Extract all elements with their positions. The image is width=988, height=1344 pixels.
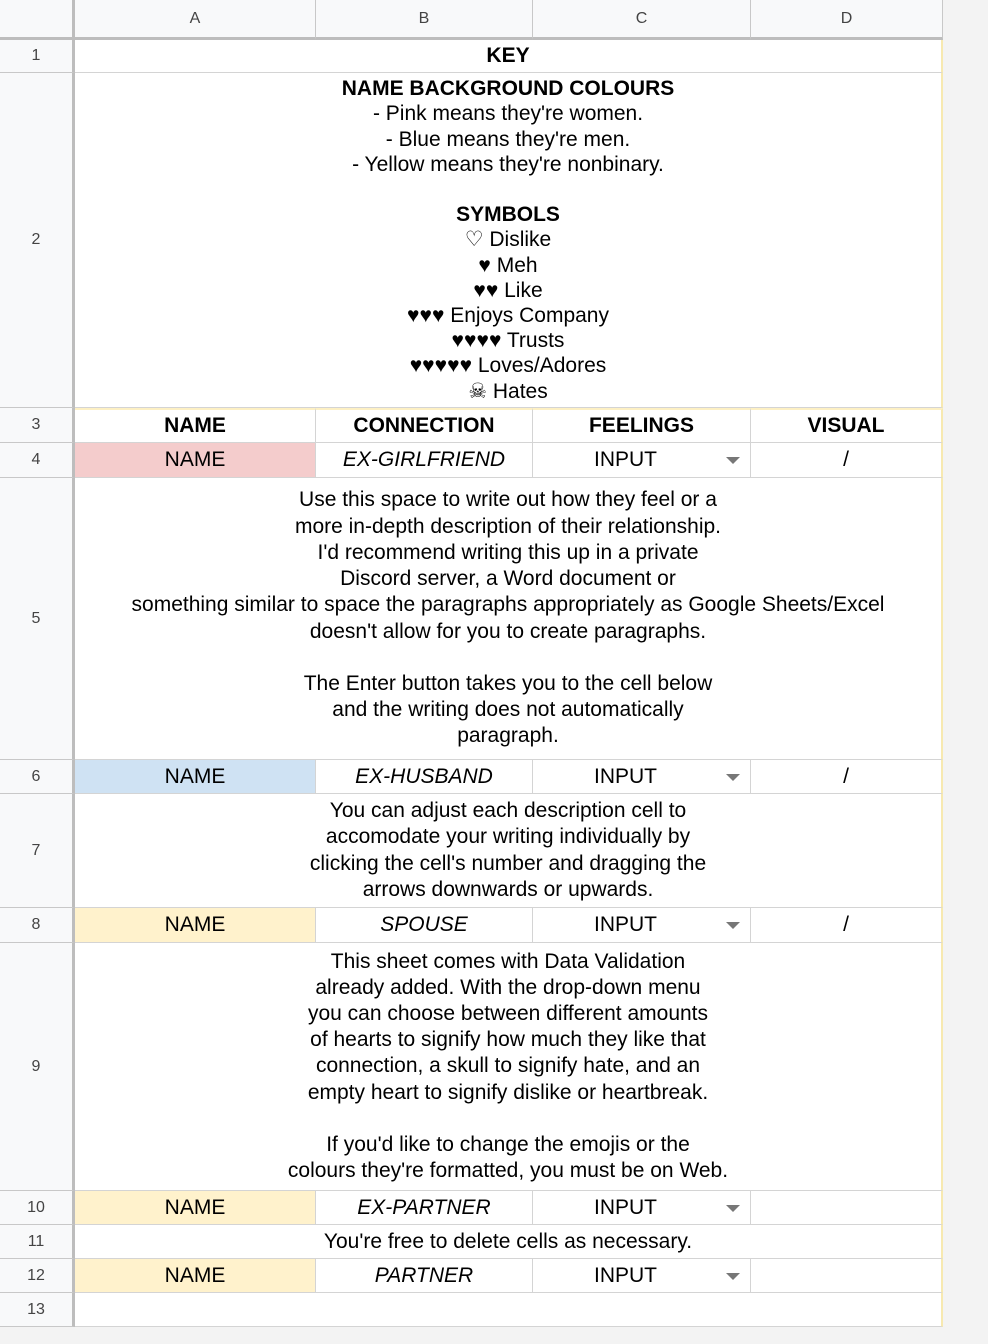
feelings-dropdown[interactable] [533,443,751,478]
column-header-c[interactable]: C [533,0,751,40]
feelings-dropdown[interactable] [533,1191,751,1225]
row-header-9[interactable]: 9 [0,943,75,1191]
key-title-cell[interactable]: KEY [75,40,943,73]
note-cell[interactable]: You're free to delete cells as necessary. [75,1225,943,1259]
row-header-13[interactable]: 13 [0,1293,75,1327]
header-name[interactable]: NAME [75,408,316,443]
name-cell-yellow[interactable]: NAME [75,1259,316,1293]
legend-colours-lines: - Pink means they're women. - Blue means they're men. - Yellow means they're nonbinary. [352,102,664,176]
feelings-dropdown[interactable] [533,760,751,794]
dropdown-arrow-icon[interactable] [726,922,740,929]
header-visual[interactable]: VISUAL [751,408,943,443]
connection-cell[interactable]: EX-HUSBAND [316,760,533,794]
row-header-8[interactable]: 8 [0,908,75,943]
legend-symbols-title: SYMBOLS [456,203,560,227]
name-cell-yellow[interactable]: NAME [75,1191,316,1225]
column-header-d[interactable]: D [751,0,943,40]
name-cell-yellow[interactable]: NAME [75,908,316,943]
dropdown-arrow-icon[interactable] [726,774,740,781]
connection-cell[interactable]: EX-GIRLFRIEND [316,443,533,478]
legend-cell[interactable] [75,73,943,408]
dropdown-arrow-icon[interactable] [726,457,740,464]
header-feelings[interactable]: FEELINGS [533,408,751,443]
dropdown-arrow-icon[interactable] [726,1273,740,1280]
row-header-2[interactable]: 2 [0,73,75,408]
empty-cell[interactable] [75,1293,943,1327]
name-cell-blue[interactable]: NAME [75,760,316,794]
feelings-dropdown[interactable] [533,908,751,943]
row-header-6[interactable]: 6 [0,760,75,794]
row-header-12[interactable]: 12 [0,1259,75,1293]
description-cell[interactable]: You can adjust each description cell to accomodate your writing individually by clicking the cell's number and dragging the arrows downwards or upwards. [75,794,943,908]
feelings-dropdown[interactable] [533,1259,751,1293]
row-header-1[interactable]: 1 [0,40,75,73]
row-header-10[interactable]: 10 [0,1191,75,1225]
feelings-value: INPUT [594,448,657,472]
feelings-value: INPUT [594,764,657,788]
feelings-value: INPUT [594,1195,657,1219]
visual-cell[interactable] [751,1259,943,1293]
offscreen-area [943,0,988,1344]
connection-cell[interactable]: EX-PARTNER [316,1191,533,1225]
column-header-a[interactable]: A [75,0,316,40]
visual-cell[interactable]: / [751,760,943,794]
legend-colours-title: NAME BACKGROUND COLOURS [341,77,675,101]
select-all-corner[interactable] [0,0,75,40]
visual-cell[interactable] [751,1191,943,1225]
visual-cell[interactable]: / [751,908,943,943]
feelings-value: INPUT [594,913,657,937]
name-cell-pink[interactable]: NAME [75,443,316,478]
visual-cell[interactable]: / [751,443,943,478]
header-connection[interactable]: CONNECTION [316,408,533,443]
row-header-5[interactable]: 5 [0,478,75,760]
connection-cell[interactable]: SPOUSE [316,908,533,943]
legend-symbols-lines: ♡ Dislike ♥ Meh ♥♥ Like ♥♥♥ Enjoys Company ♥♥♥♥ Trusts ♥♥♥♥♥ Loves/Adores ☠ Hates [407,228,609,403]
dropdown-arrow-icon[interactable] [726,1205,740,1212]
description-cell[interactable]: Use this space to write out how they feel or a more in-depth description of their relationship. I'd recommend writing this up in a private Discord server, a Word document or something similar to space the paragraphs appropriately as Google Sheets/Excel doesn't allow for you to create paragraphs. The Enter button takes you to the cell below and the writing does not automatically paragraph. [75,478,943,760]
row-header-3[interactable]: 3 [0,408,75,443]
feelings-value: INPUT [594,1263,657,1287]
row-header-11[interactable]: 11 [0,1225,75,1259]
column-header-b[interactable]: B [316,0,533,40]
row-header-7[interactable]: 7 [0,794,75,908]
description-cell[interactable]: This sheet comes with Data Validation already added. With the drop-down menu you can choose between different amounts of hearts to signify how much they like that connection, a skull to signify hate, and an empty heart to signify dislike or heartbreak. If you'd like to change the emojis or the colours they're formatted, you must be on Web. [75,943,943,1191]
row-header-4[interactable]: 4 [0,443,75,478]
connection-cell[interactable]: PARTNER [316,1259,533,1293]
